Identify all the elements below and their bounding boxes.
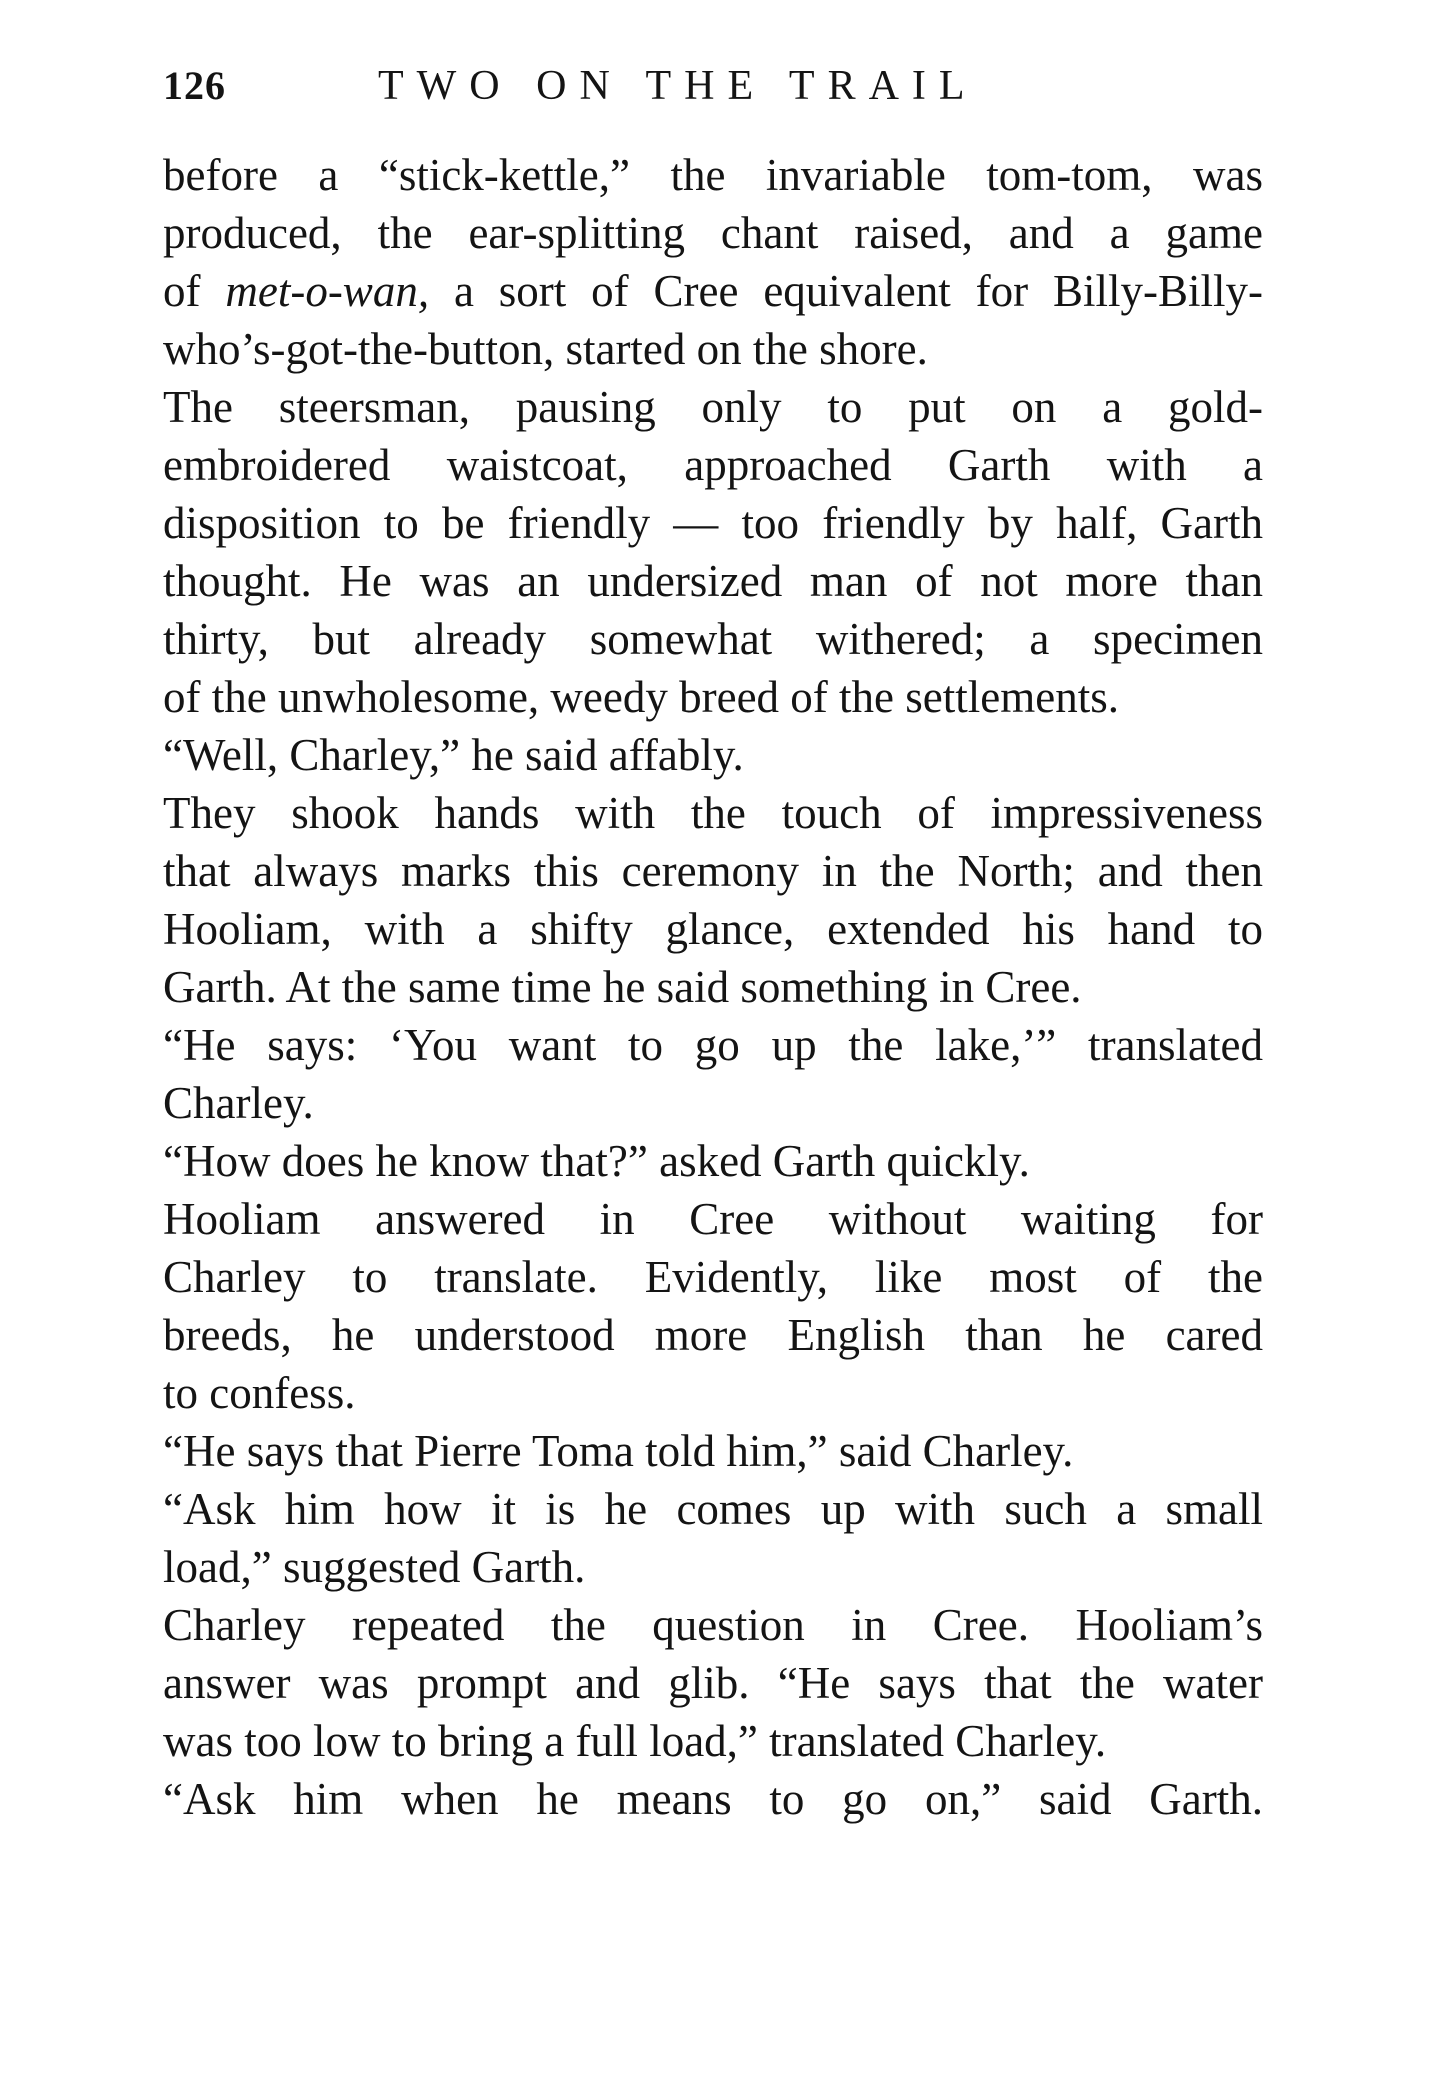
text-line: They shook hands with the touch of impressiveness xyxy=(163,788,1263,838)
text-line: disposition to be friendly — too friendly by half, Garth xyxy=(163,498,1263,548)
text-line: Hooliam, with a shifty glance, extended his hand to xyxy=(163,904,1263,954)
bottom-margin xyxy=(0,1880,1430,2089)
text-line: Garth. At the same time he said something in Cree. xyxy=(163,962,1082,1012)
text-line: load,” suggested Garth. xyxy=(163,1542,586,1592)
text-line: thirty, but already somewhat withered; a specimen xyxy=(163,614,1263,664)
italic-term: met-o-wan, xyxy=(225,266,430,316)
text-line: Charley. xyxy=(163,1078,314,1128)
text-line: before a “stick-kettle,” the invariable tom-tom, was xyxy=(163,150,1263,200)
text-line: “He says: ‘You want to go up the lake,’” translated xyxy=(163,1020,1263,1070)
text-segment: a sort of Cree equivalent for Billy-Billy- xyxy=(429,266,1263,316)
text-line: of the unwholesome, weedy breed of the settlements. xyxy=(163,672,1119,722)
running-title: TWO ON THE TRAIL xyxy=(378,63,978,109)
text-line: “How does he know that?” asked Garth quickly. xyxy=(163,1136,1030,1186)
text-segment: of xyxy=(163,266,226,316)
body-text xyxy=(163,146,1263,1828)
text-line: Charley repeated the question in Cree. Hooliam’s xyxy=(163,1600,1263,1650)
text-line: thought. He was an undersized man of not more than xyxy=(163,556,1263,606)
text-line: Charley to translate. Evidently, like most of the xyxy=(163,1252,1263,1302)
text-line: “Ask him how it is he comes up with such a small xyxy=(163,1484,1263,1534)
text-line: was too low to bring a full load,” translated Charley. xyxy=(163,1716,1107,1766)
text-line: The steersman, pausing only to put on a gold- xyxy=(163,382,1263,432)
text-line: that always marks this ceremony in the North; and then xyxy=(163,846,1263,896)
text-line: embroidered waistcoat, approached Garth with a xyxy=(163,440,1263,490)
text-line: who’s-got-the-button, started on the shore. xyxy=(163,324,928,374)
page-header xyxy=(163,62,1263,122)
text-line: “Ask him when he means to go on,” said Garth. xyxy=(163,1774,1263,1824)
text-line: “Well, Charley,” he said affably. xyxy=(163,730,744,780)
text-line: to confess. xyxy=(163,1368,356,1418)
text-line xyxy=(163,262,1263,320)
text-line: “He says that Pierre Toma told him,” said Charley. xyxy=(163,1426,1074,1476)
text-line: produced, the ear-splitting chant raised, and a game xyxy=(163,208,1263,258)
text-line: Hooliam answered in Cree without waiting for xyxy=(163,1194,1263,1244)
page-number: 126 xyxy=(163,63,226,108)
text-line: answer was prompt and glib. “He says that the water xyxy=(163,1658,1263,1708)
text-line: breeds, he understood more English than he cared xyxy=(163,1310,1263,1360)
